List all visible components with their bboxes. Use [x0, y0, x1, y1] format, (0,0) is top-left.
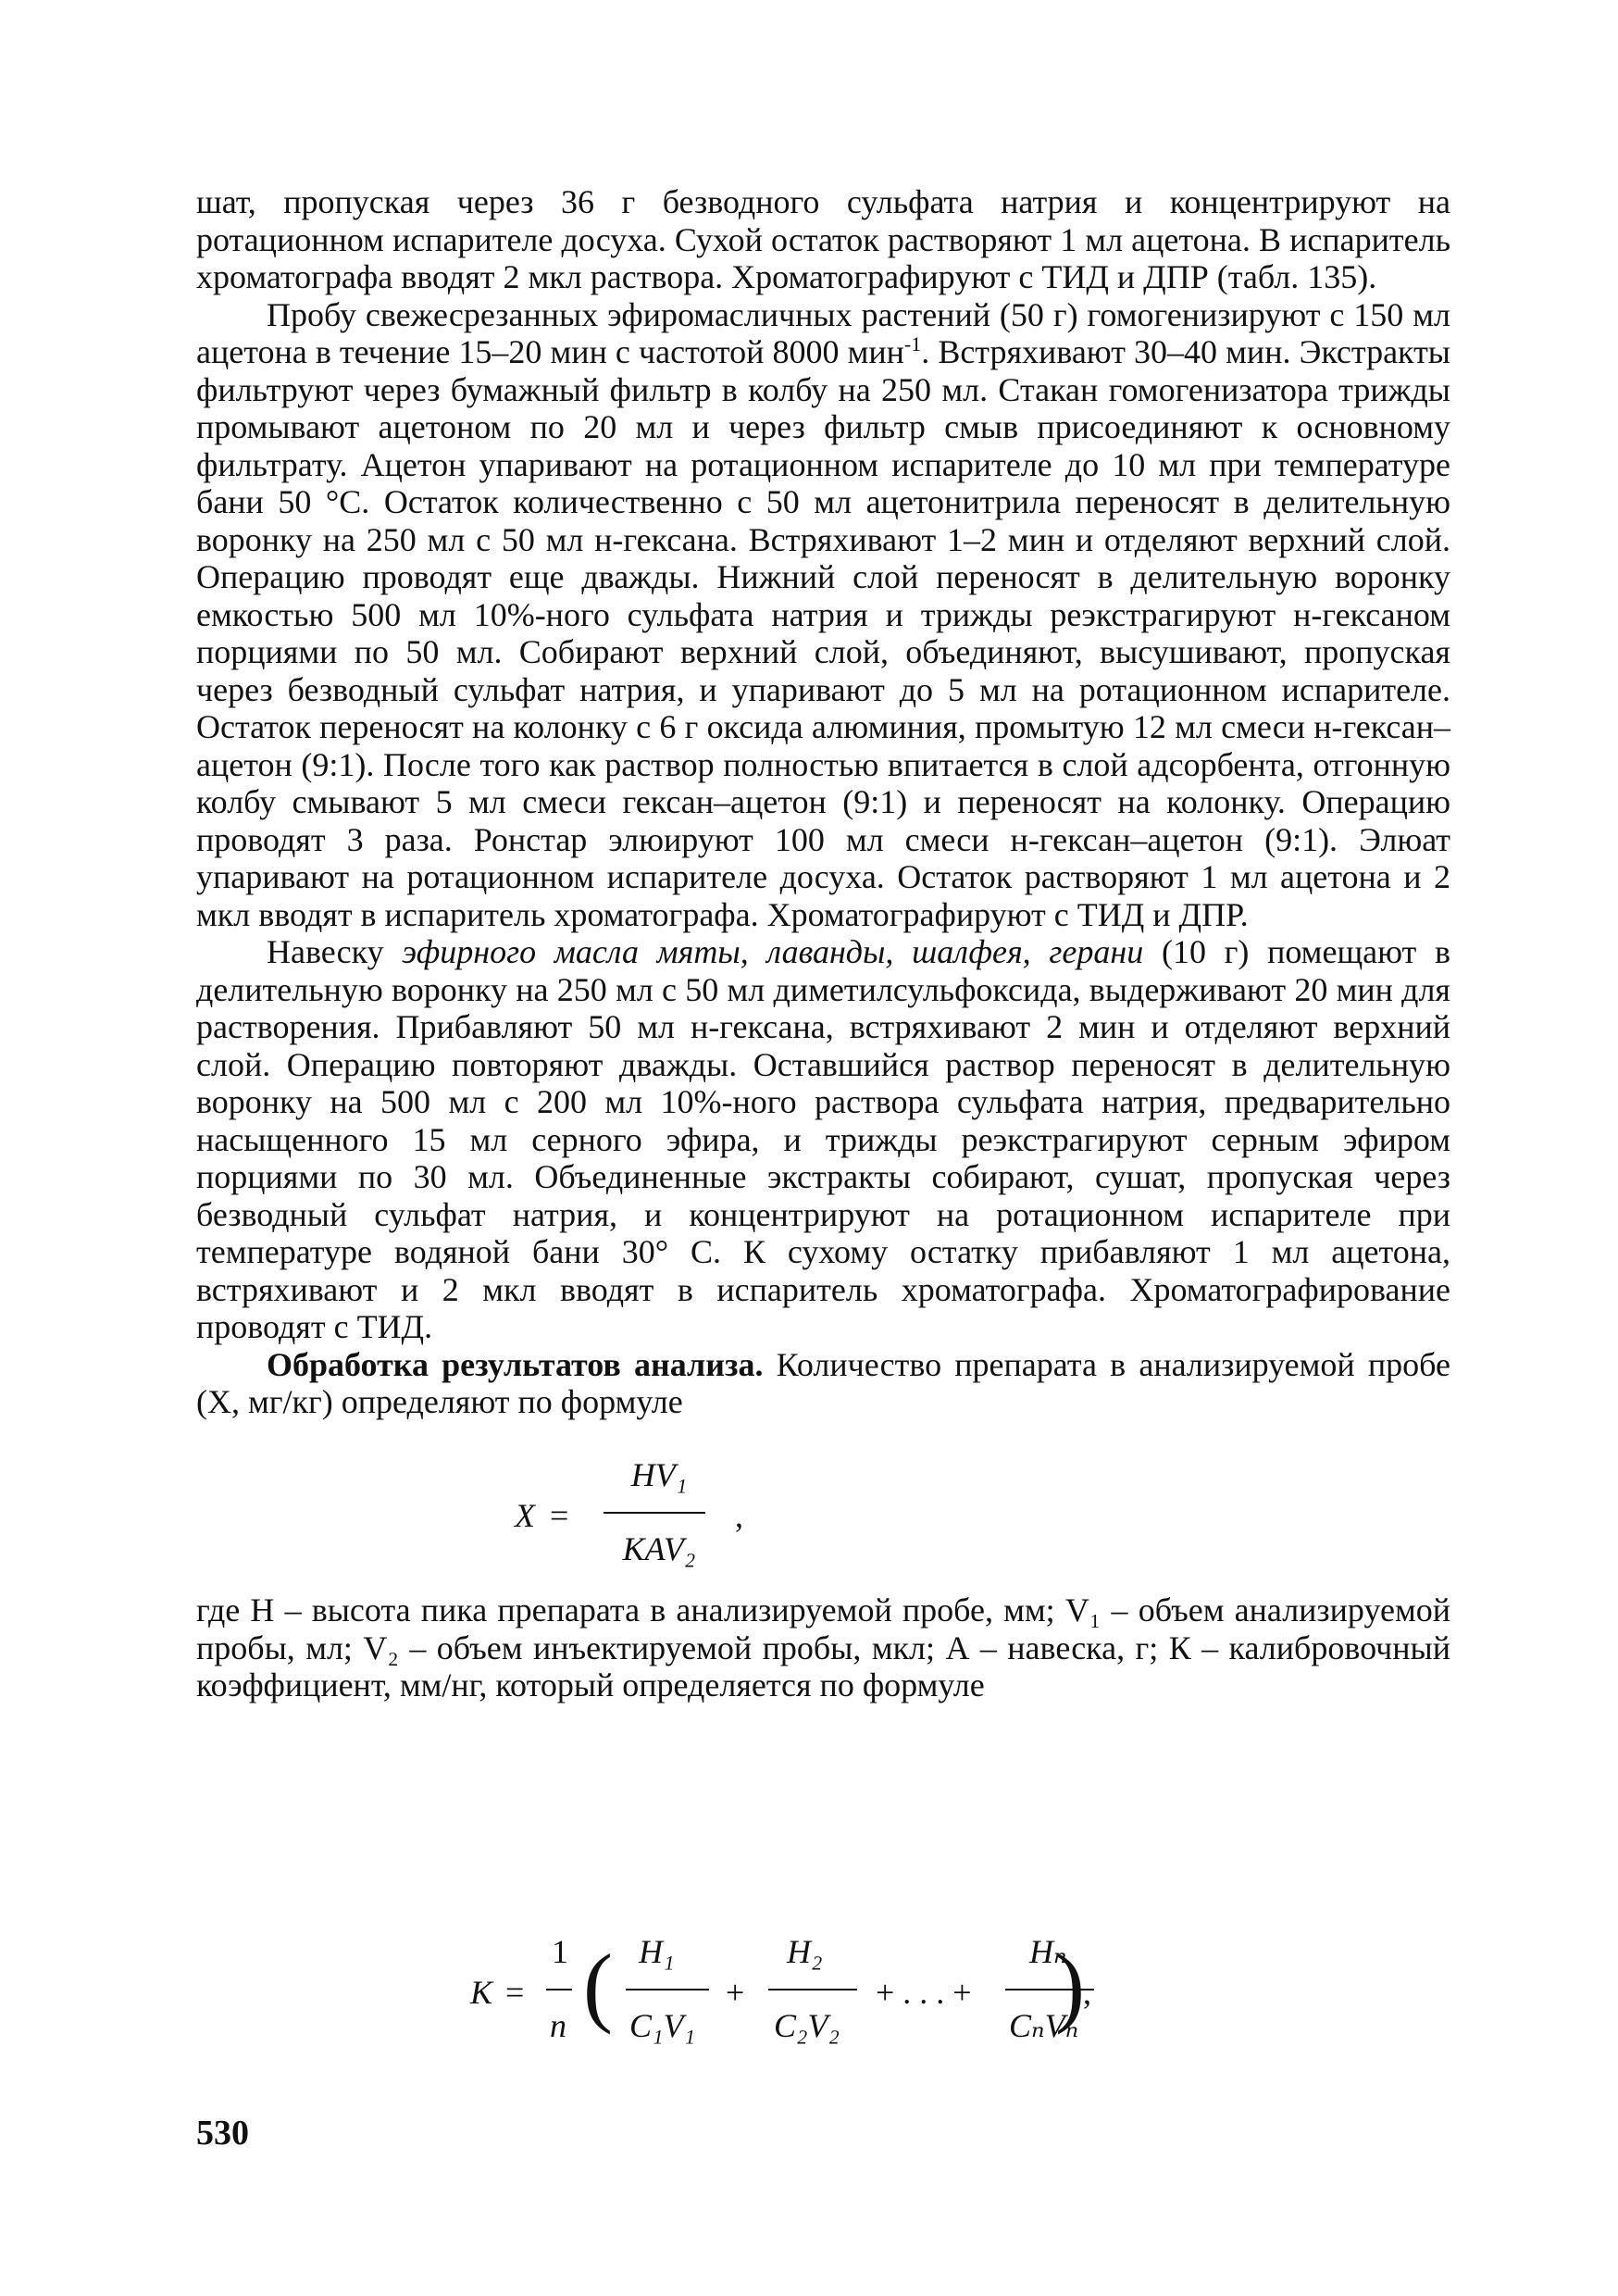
- formula-k-bar-1: [626, 1989, 709, 1990]
- formula-k-h2: H₂: [787, 1933, 823, 1970]
- formula-k-rparen: ): [1055, 1936, 1085, 2035]
- formula-x-denominator: KAV₂: [622, 1530, 696, 1567]
- formula-k-d1: C₁V₁: [629, 2007, 696, 2044]
- page-body: [196, 183, 1450, 1421]
- formula-k-one: 1: [552, 1933, 568, 1970]
- paragraph-2: [196, 296, 1450, 934]
- formula-k-h1: H₁: [639, 1933, 675, 1970]
- formula-k: [268, 1932, 1101, 2053]
- formula-k-bar-2: [768, 1989, 857, 1990]
- paragraph-3-b: (10 г) помещают в делительную воронку на 250 мл с 50 мл диметилсульфоксида, выдерживают 20 мин для растворения. Прибавляют 50 мл н-гексана, встряхивают 2 мин и отделяют верхний слой. Операцию повторяют дважды. Оставшийся раствор переносят в делительную воронку на 500 мл с 200 мл 10%-ного раствора сульфата натрия, предварительно насыщенного 15 мл серного эфира, и трижды реэкстрагируют серным эфиром порциями по 30 мл. Объединенные экстракты собирают, сушат, пропуская через безводный сульфат натрия, и концентрируют на ротационном испарителе при температуре водяной бани 30° С. К сухому остатку прибавляют 1 мл ацетона, встряхивают и 2 мкл вводят в испаритель хроматографа. Хроматографирование проводят с ТИД.: [196, 933, 1450, 1345]
- formula-x-fraction-bar: [604, 1512, 705, 1514]
- formula-x-lhs: X: [515, 1497, 535, 1534]
- formula-x-comma: ,: [735, 1497, 743, 1534]
- formula-k-lhs: K: [470, 1974, 493, 2011]
- formula-k-n: n: [550, 2007, 566, 2044]
- formula-k-eq: =: [505, 1974, 525, 2011]
- paragraph-4: [196, 1346, 1450, 1421]
- formula-k-dn: CₙVₙ: [1009, 2007, 1079, 2044]
- section-heading: Обработка результатов анализа.: [267, 1345, 764, 1383]
- formula-x-eq: =: [550, 1497, 569, 1534]
- formula-k-dots: + . . . +: [876, 1974, 972, 2011]
- paragraph-2-b: . Встряхивают 30–40 мин. Экстракты фильтруют через бумажный фильтр в колбу на 250 мл. Стакан гомогенизатора трижды промывают ацетоном по 20 мл и через фильтр смыв присоединяют к основному фильтрату. Ацетон упаривают на ротационном испарителе до 10 мл при температуре бани 50 °С. Остаток количественно с 50 мл ацетонитрила переносят в делительную воронку на 250 мл с 50 мл н-гексана. Встряхивают 1–2 мин и отделяют верхний слой. Операцию проводят еще дважды. Нижний слой переносят в делительную воронку емкостью 500 мл 10%-ного сульфата натрия и трижды реэкстрагируют н-гексаном порциями по 50 мл. Собирают верхний слой, объединяют, высушивают, пропуская через безводный сульфат натрия, и упаривают до 5 мл на ротационном испарителе. Остаток переносят на колонку с 6 г оксида алюминия, промытую 12 мл смеси н-гексан–ацетон (9:1). После того как раствор полностью впитается в слой адсорбента, отгонную колбу смывают 5 мл смеси гексан–ацетон (9:1) и переносят на колонку. Операцию проводят 3 раза. Ронстар элюируют 100 мл смеси н-гексан–ацетон (9:1). Элюат упаривают на ротационном испарителе досуха. Остаток растворяют 1 мл ацетона и 2 мкл вводят в испаритель хроматографа. Хроматографируют с ТИД и ДПР.: [196, 333, 1450, 933]
- paragraph-3: [196, 933, 1450, 1346]
- paragraph-2-a: Пробу свежесрезанных эфиромасличных растений (50 г) гомогенизируют с 150 мл ацетона в течение 15–20 мин с частотой 8000 мин: [196, 295, 1450, 370]
- paragraph-4-b: Количество препарата в анализируемой пробе (Х, мг/кг) определяют по формуле: [196, 1345, 1450, 1420]
- formula-x-numerator: HV₁: [630, 1456, 688, 1493]
- formula-k-plus: +: [726, 1974, 745, 2011]
- formula-k-bar-1n: [546, 1989, 572, 1990]
- formula-k-hn: Hₙ: [1029, 1933, 1067, 1970]
- page-number: 530: [196, 2114, 249, 2152]
- paragraph-1: шат, пропуская через 36 г безводного сульфата натрия и концентрируют на ротационном испарителе досуха. Сухой остаток растворяют 1 мл ацетона. В испаритель хроматографа вводят 2 мкл раствора. Хроматографируют с ТИД и ДПР (табл. 135).: [196, 183, 1450, 295]
- paragraph-3-a: Навеску: [267, 933, 403, 970]
- formula-k-d2: C₂V₂: [774, 2007, 840, 2044]
- formula-k-comma: ,: [1083, 1974, 1091, 2011]
- formula-k-lparen: (: [583, 1936, 613, 2035]
- formula-x: [515, 1455, 792, 1576]
- paragraph-3-italic: эфирного масла мяты, лаванды, шалфея, герани: [402, 933, 1144, 970]
- paragraph-5: где Н – высота пика препарата в анализируемой пробе, мм; V₁ – объем анализируемой пробы, мл; V₂ – объем инъектируемой пробы, мкл; А – навеска, г; К – калибровочный коэффициент, мм/нг, который определяется по формуле: [196, 1591, 1450, 1703]
- paragraph-2-sup: -1: [903, 332, 922, 356]
